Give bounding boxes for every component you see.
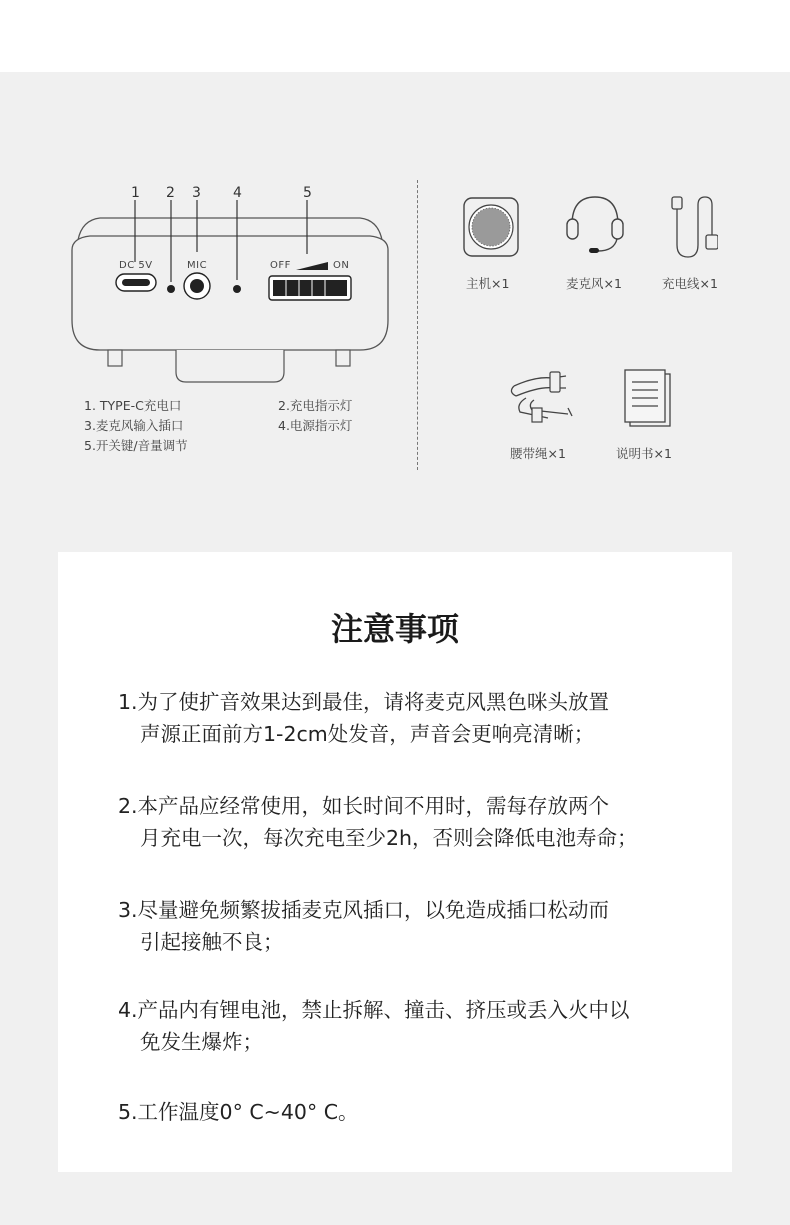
- legend-item-1: 1. TYPE-C充电口: [84, 398, 182, 413]
- device-diagram: [60, 200, 400, 390]
- note-4-line-1: 4.产品内有锂电池，禁止拆解、撞击、挤压或丢入火中以: [118, 998, 630, 1022]
- belt-strap-icon: [506, 368, 578, 428]
- accessory-belt-label: 腰带绳×1: [510, 446, 566, 461]
- manual-document-icon: [622, 368, 674, 430]
- accessory-cable-label: 充电线×1: [662, 276, 718, 291]
- note-item-3: [118, 894, 718, 958]
- note-item-4: [118, 994, 718, 1058]
- accessory-manual-label: 说明书×1: [616, 446, 672, 461]
- note-1-line-1: 1.为了使扩音效果达到最佳，请将麦克风黑色咪头放置: [118, 690, 610, 714]
- note-1-line-2: 声源正面前方1-2cm处发音，声音会更响亮清晰；: [140, 722, 595, 746]
- label-number-5: 5: [303, 185, 312, 201]
- dc-port-label: DC 5V: [119, 260, 153, 271]
- headset-mic-icon: [564, 193, 626, 259]
- accessory-host-label: 主机×1: [466, 276, 510, 291]
- legend-item-4: 4.电源指示灯: [278, 418, 353, 433]
- legend-column-left: [84, 396, 188, 456]
- label-number-3: 3: [192, 185, 201, 201]
- legend-column-right: [278, 396, 352, 436]
- mic-port-label: MIC: [187, 260, 208, 271]
- label-number-4: 4: [233, 185, 242, 201]
- charging-cable-icon: [668, 193, 718, 263]
- note-item-2: [118, 790, 718, 854]
- accessory-mic-label: 麦克风×1: [566, 276, 622, 291]
- legend-item-3: 3.麦克风输入插口: [84, 418, 184, 433]
- note-4-line-2: 免发生爆炸；: [140, 1030, 263, 1054]
- note-3-line-1: 3.尽量避免频繁拔插麦克风插口，以免造成插口松动而: [118, 898, 610, 922]
- note-item-1: [118, 686, 718, 750]
- note-2-line-2: 月充电一次，每次充电至少2h，否则会降低电池寿命；: [140, 826, 638, 850]
- label-number-2: 2: [166, 185, 175, 201]
- note-2-line-1: 2.本产品应经常使用，如长时间不用时，需每存放两个: [118, 794, 610, 818]
- dashed-divider: [417, 180, 418, 470]
- legend-item-5: 5.开关键/音量调节: [84, 438, 188, 453]
- notes-card: [58, 552, 732, 1172]
- legend-item-2: 2.充电指示灯: [278, 398, 353, 413]
- label-number-1: 1: [131, 185, 140, 201]
- switch-off-label: OFF: [270, 260, 291, 271]
- switch-on-label: ON: [333, 260, 350, 271]
- note-5-line-1: 5.工作温度0° C~40° C。: [118, 1100, 359, 1124]
- note-item-5: [118, 1096, 718, 1128]
- host-icon: [462, 196, 520, 258]
- note-3-line-2: 引起接触不良；: [140, 930, 284, 954]
- notes-title: 注意事项: [330, 610, 459, 648]
